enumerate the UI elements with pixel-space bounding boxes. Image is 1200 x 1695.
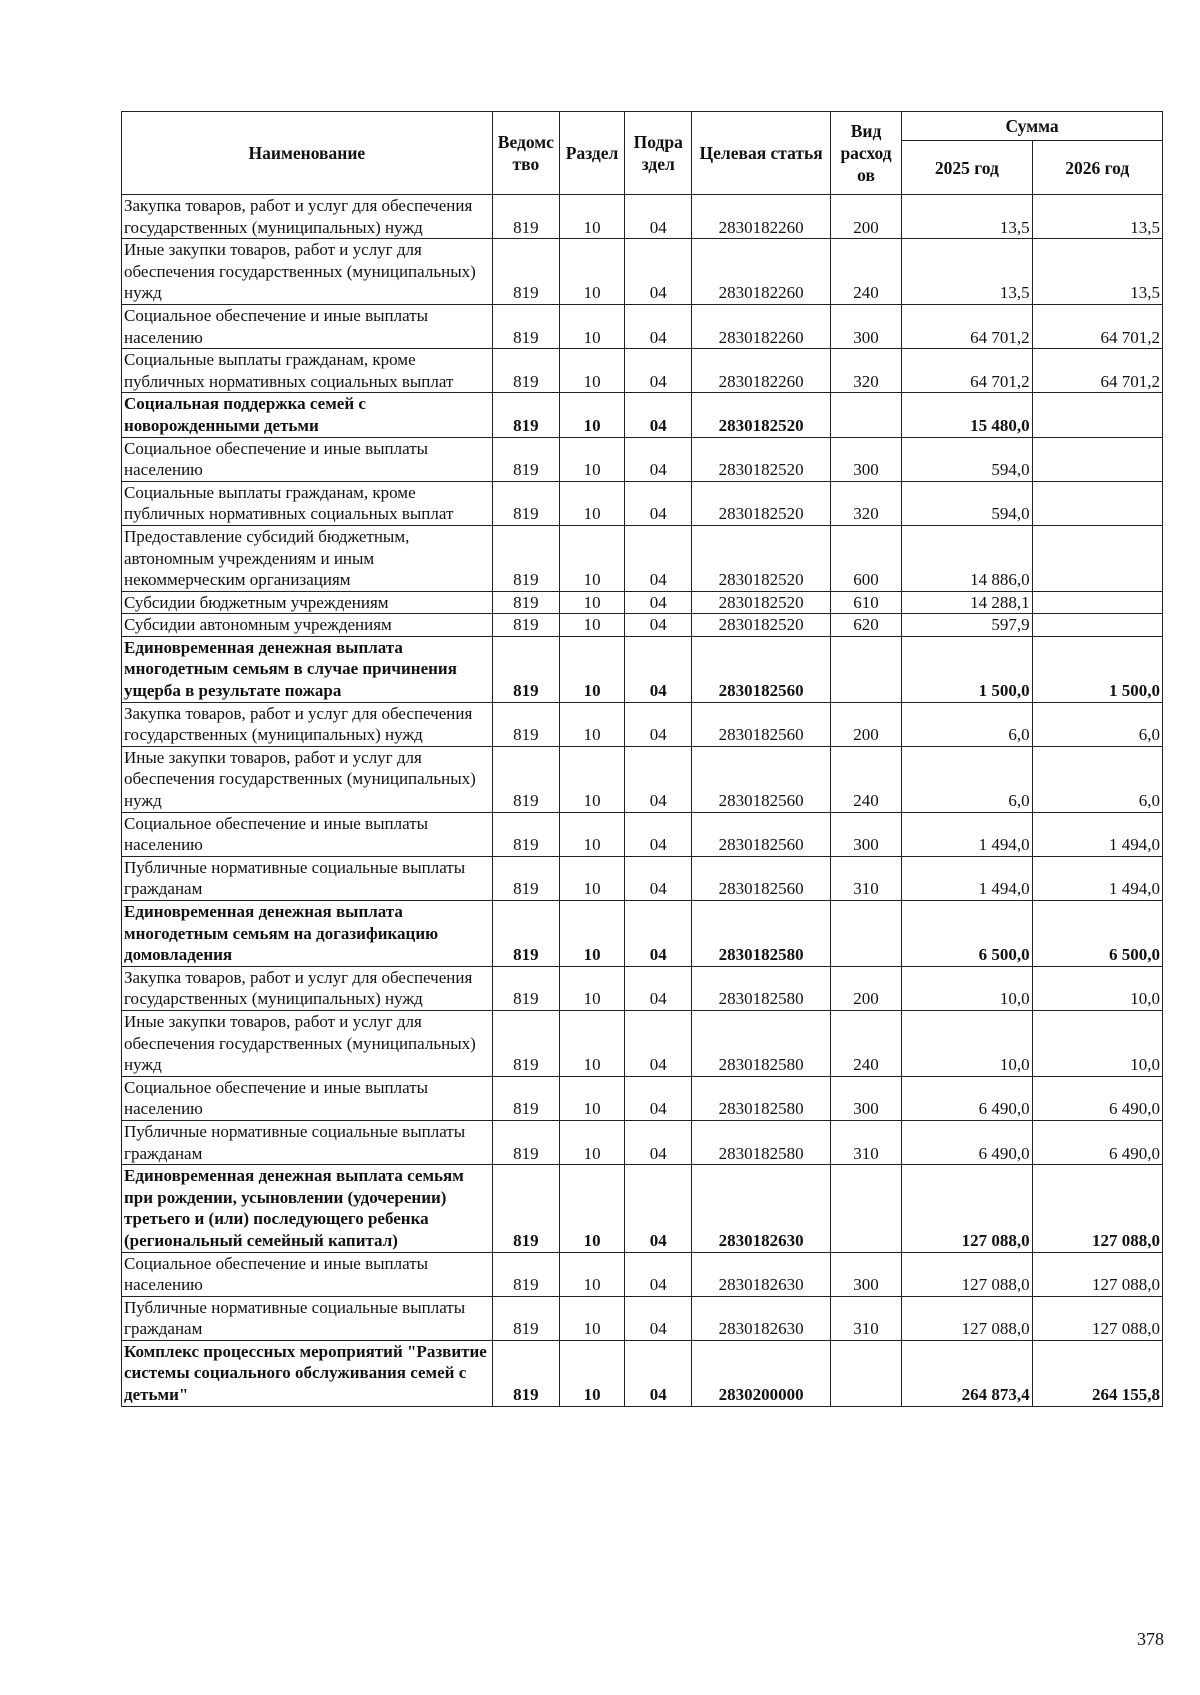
cell-section: 10 [559,702,624,746]
cell-section: 10 [559,393,624,437]
cell-target: 2830182630 [692,1252,831,1296]
cell-target: 2830182520 [692,481,831,525]
cell-sum-2026: 64 701,2 [1032,304,1162,348]
cell-sum-2026 [1032,614,1162,637]
table-row [122,437,1163,481]
cell-exp-type: 310 [830,1120,901,1164]
cell-exp-type [830,1165,901,1252]
cell-name: Единовременная денежная выплата семьям при рождении, усыновлении (удочерении) третьего и (или) последующего ребенка (региональный семейный капитал) [122,1165,493,1252]
table-row [122,702,1163,746]
cell-exp-type: 320 [830,481,901,525]
cell-sum-2025: 14 288,1 [902,591,1032,614]
cell-sum-2026: 127 088,0 [1032,1296,1162,1340]
cell-section: 10 [559,195,624,239]
cell-sum-2026: 6,0 [1032,746,1162,812]
cell-dept: 819 [492,349,559,393]
table-row [122,746,1163,812]
cell-name: Социальные выплаты гражданам, кроме публичных нормативных социальных выплат [122,349,493,393]
cell-sum-2025: 14 886,0 [902,525,1032,591]
cell-subsection: 04 [625,966,692,1010]
cell-dept: 819 [492,812,559,856]
cell-sum-2026: 1 494,0 [1032,856,1162,900]
cell-exp-type: 300 [830,812,901,856]
cell-subsection: 04 [625,239,692,305]
cell-target: 2830182520 [692,591,831,614]
cell-sum-2026: 6 490,0 [1032,1120,1162,1164]
cell-target: 2830182580 [692,1120,831,1164]
cell-target: 2830182560 [692,812,831,856]
cell-section: 10 [559,239,624,305]
cell-sum-2025: 64 701,2 [902,349,1032,393]
cell-sum-2026: 10,0 [1032,966,1162,1010]
cell-subsection: 04 [625,1340,692,1406]
cell-sum-2026: 6 490,0 [1032,1076,1162,1120]
cell-dept: 819 [492,239,559,305]
cell-exp-type: 620 [830,614,901,637]
cell-sum-2026 [1032,591,1162,614]
cell-subsection: 04 [625,1076,692,1120]
table-row [122,239,1163,305]
cell-subsection: 04 [625,195,692,239]
table-row [122,636,1163,702]
table-row [122,614,1163,637]
cell-exp-type: 300 [830,437,901,481]
cell-section: 10 [559,304,624,348]
header-target: Целевая статья [692,112,831,195]
cell-section: 10 [559,1120,624,1164]
header-subsection: Подра здел [625,112,692,195]
cell-dept: 819 [492,393,559,437]
table-row [122,1252,1163,1296]
cell-dept: 819 [492,1010,559,1076]
cell-section: 10 [559,901,624,967]
cell-exp-type: 610 [830,591,901,614]
cell-section: 10 [559,1252,624,1296]
cell-dept: 819 [492,1252,559,1296]
cell-name: Публичные нормативные социальные выплаты гражданам [122,1120,493,1164]
cell-target: 2830182580 [692,901,831,967]
cell-sum-2025: 127 088,0 [902,1296,1032,1340]
cell-sum-2026: 10,0 [1032,1010,1162,1076]
cell-subsection: 04 [625,702,692,746]
header-sum: Сумма [902,112,1163,141]
cell-exp-type: 300 [830,304,901,348]
cell-target: 2830182580 [692,1076,831,1120]
cell-section: 10 [559,481,624,525]
cell-exp-type [830,901,901,967]
table-body [122,195,1163,1407]
cell-exp-type: 240 [830,746,901,812]
cell-sum-2026: 13,5 [1032,239,1162,305]
cell-exp-type: 240 [830,1010,901,1076]
cell-section: 10 [559,1010,624,1076]
table-row [122,1340,1163,1406]
cell-name: Комплекс процессных мероприятий "Развитие системы социального обслуживания семей с детьми" [122,1340,493,1406]
cell-sum-2026: 1 500,0 [1032,636,1162,702]
header-dept: Ведомс тво [492,112,559,195]
cell-sum-2025: 1 500,0 [902,636,1032,702]
table-row [122,812,1163,856]
cell-target: 2830182580 [692,966,831,1010]
cell-dept: 819 [492,856,559,900]
cell-section: 10 [559,437,624,481]
cell-target: 2830182560 [692,636,831,702]
cell-exp-type: 240 [830,239,901,305]
table-row [122,304,1163,348]
table-row [122,525,1163,591]
cell-sum-2025: 10,0 [902,966,1032,1010]
cell-name: Иные закупки товаров, работ и услуг для обеспечения государственных (муниципальных) нужд [122,1010,493,1076]
cell-name: Социальное обеспечение и иные выплаты населению [122,1076,493,1120]
cell-exp-type: 320 [830,349,901,393]
cell-exp-type: 200 [830,702,901,746]
cell-section: 10 [559,614,624,637]
cell-target: 2830182520 [692,525,831,591]
cell-subsection: 04 [625,591,692,614]
table-row [122,966,1163,1010]
cell-sum-2026: 13,5 [1032,195,1162,239]
cell-sum-2025: 1 494,0 [902,856,1032,900]
header-exp-type: Вид расход ов [830,112,901,195]
cell-dept: 819 [492,901,559,967]
cell-exp-type: 300 [830,1076,901,1120]
cell-target: 2830182560 [692,856,831,900]
cell-subsection: 04 [625,901,692,967]
cell-exp-type: 200 [830,195,901,239]
cell-section: 10 [559,856,624,900]
cell-sum-2025: 13,5 [902,195,1032,239]
cell-target: 2830182260 [692,304,831,348]
cell-sum-2025: 594,0 [902,437,1032,481]
cell-sum-2026: 127 088,0 [1032,1252,1162,1296]
header-name: Наименование [122,112,493,195]
cell-dept: 819 [492,614,559,637]
cell-sum-2026: 64 701,2 [1032,349,1162,393]
cell-sum-2025: 1 494,0 [902,812,1032,856]
cell-subsection: 04 [625,481,692,525]
cell-subsection: 04 [625,393,692,437]
cell-target: 2830182580 [692,1010,831,1076]
cell-dept: 819 [492,437,559,481]
cell-subsection: 04 [625,349,692,393]
page-number: 378 [1137,1629,1164,1649]
cell-section: 10 [559,1296,624,1340]
cell-section: 10 [559,525,624,591]
cell-target: 2830182560 [692,746,831,812]
cell-sum-2025: 6 490,0 [902,1076,1032,1120]
cell-dept: 819 [492,1120,559,1164]
cell-subsection: 04 [625,636,692,702]
cell-subsection: 04 [625,856,692,900]
cell-sum-2025: 6 500,0 [902,901,1032,967]
cell-dept: 819 [492,1076,559,1120]
cell-section: 10 [559,1076,624,1120]
cell-target: 2830182520 [692,614,831,637]
cell-name: Социальное обеспечение и иные выплаты населению [122,304,493,348]
cell-target: 2830182520 [692,437,831,481]
cell-name: Социальное обеспечение и иные выплаты населению [122,1252,493,1296]
cell-sum-2026: 6,0 [1032,702,1162,746]
cell-sum-2025: 6,0 [902,702,1032,746]
table-row [122,1296,1163,1340]
cell-name: Предоставление субсидий бюджетным, автономным учреждениям и иным некоммерческим организациям [122,525,493,591]
cell-target: 2830182260 [692,349,831,393]
table-row [122,1076,1163,1120]
cell-sum-2025: 64 701,2 [902,304,1032,348]
cell-dept: 819 [492,966,559,1010]
cell-sum-2025: 127 088,0 [902,1252,1032,1296]
table-row [122,481,1163,525]
cell-sum-2025: 6 490,0 [902,1120,1032,1164]
cell-dept: 819 [492,481,559,525]
cell-name: Единовременная денежная выплата многодетным семьям в случае причинения ущерба в результате пожара [122,636,493,702]
cell-sum-2025: 13,5 [902,239,1032,305]
cell-exp-type: 300 [830,1252,901,1296]
cell-target: 2830182630 [692,1296,831,1340]
cell-sum-2025: 6,0 [902,746,1032,812]
cell-sum-2026: 127 088,0 [1032,1165,1162,1252]
cell-sum-2026 [1032,481,1162,525]
cell-sum-2026: 264 155,8 [1032,1340,1162,1406]
cell-subsection: 04 [625,1120,692,1164]
cell-name: Закупка товаров, работ и услуг для обеспечения государственных (муниципальных) нужд [122,195,493,239]
cell-section: 10 [559,812,624,856]
header-year-2026: 2026 год [1032,141,1162,195]
header-year-2025: 2025 год [902,141,1032,195]
table-row [122,591,1163,614]
cell-name: Закупка товаров, работ и услуг для обеспечения государственных (муниципальных) нужд [122,966,493,1010]
cell-exp-type [830,393,901,437]
cell-subsection: 04 [625,525,692,591]
cell-exp-type: 310 [830,856,901,900]
cell-subsection: 04 [625,1010,692,1076]
cell-subsection: 04 [625,1296,692,1340]
cell-name: Субсидии бюджетным учреждениям [122,591,493,614]
cell-section: 10 [559,1165,624,1252]
cell-exp-type [830,636,901,702]
cell-exp-type: 600 [830,525,901,591]
cell-name: Публичные нормативные социальные выплаты гражданам [122,1296,493,1340]
table-row [122,195,1163,239]
table-row [122,393,1163,437]
budget-table [121,111,1163,1407]
cell-sum-2025: 597,9 [902,614,1032,637]
cell-dept: 819 [492,702,559,746]
cell-exp-type: 310 [830,1296,901,1340]
cell-dept: 819 [492,1165,559,1252]
cell-subsection: 04 [625,614,692,637]
cell-section: 10 [559,591,624,614]
cell-subsection: 04 [625,304,692,348]
cell-section: 10 [559,1340,624,1406]
cell-exp-type: 200 [830,966,901,1010]
cell-sum-2026 [1032,437,1162,481]
table-row [122,1165,1163,1252]
cell-target: 2830182260 [692,239,831,305]
cell-dept: 819 [492,1296,559,1340]
cell-sum-2025: 15 480,0 [902,393,1032,437]
cell-section: 10 [559,966,624,1010]
cell-name: Социальная поддержка семей с новорожденными детьми [122,393,493,437]
cell-dept: 819 [492,746,559,812]
cell-sum-2025: 127 088,0 [902,1165,1032,1252]
table-row [122,901,1163,967]
cell-dept: 819 [492,525,559,591]
cell-target: 2830182520 [692,393,831,437]
cell-dept: 819 [492,195,559,239]
cell-sum-2026 [1032,393,1162,437]
cell-sum-2026 [1032,525,1162,591]
cell-target: 2830200000 [692,1340,831,1406]
cell-dept: 819 [492,1340,559,1406]
cell-name: Социальные выплаты гражданам, кроме публичных нормативных социальных выплат [122,481,493,525]
cell-name: Социальное обеспечение и иные выплаты населению [122,437,493,481]
cell-section: 10 [559,636,624,702]
cell-section: 10 [559,746,624,812]
cell-sum-2026: 1 494,0 [1032,812,1162,856]
cell-section: 10 [559,349,624,393]
cell-name: Субсидии автономным учреждениям [122,614,493,637]
cell-subsection: 04 [625,812,692,856]
header-section: Раздел [559,112,624,195]
cell-sum-2025: 10,0 [902,1010,1032,1076]
cell-dept: 819 [492,591,559,614]
cell-subsection: 04 [625,1165,692,1252]
cell-name: Иные закупки товаров, работ и услуг для обеспечения государственных (муниципальных) нужд [122,239,493,305]
cell-dept: 819 [492,636,559,702]
table-row [122,349,1163,393]
cell-name: Закупка товаров, работ и услуг для обеспечения государственных (муниципальных) нужд [122,702,493,746]
cell-exp-type [830,1340,901,1406]
cell-sum-2025: 594,0 [902,481,1032,525]
cell-subsection: 04 [625,746,692,812]
cell-name: Иные закупки товаров, работ и услуг для обеспечения государственных (муниципальных) нужд [122,746,493,812]
table-row [122,1010,1163,1076]
cell-target: 2830182260 [692,195,831,239]
table-row [122,856,1163,900]
cell-subsection: 04 [625,1252,692,1296]
cell-target: 2830182630 [692,1165,831,1252]
table-row [122,1120,1163,1164]
cell-name: Публичные нормативные социальные выплаты гражданам [122,856,493,900]
cell-dept: 819 [492,304,559,348]
cell-target: 2830182560 [692,702,831,746]
cell-subsection: 04 [625,437,692,481]
cell-sum-2026: 6 500,0 [1032,901,1162,967]
cell-name: Социальное обеспечение и иные выплаты населению [122,812,493,856]
cell-sum-2025: 264 873,4 [902,1340,1032,1406]
cell-name: Единовременная денежная выплата многодетным семьям на догазификацию домовладения [122,901,493,967]
